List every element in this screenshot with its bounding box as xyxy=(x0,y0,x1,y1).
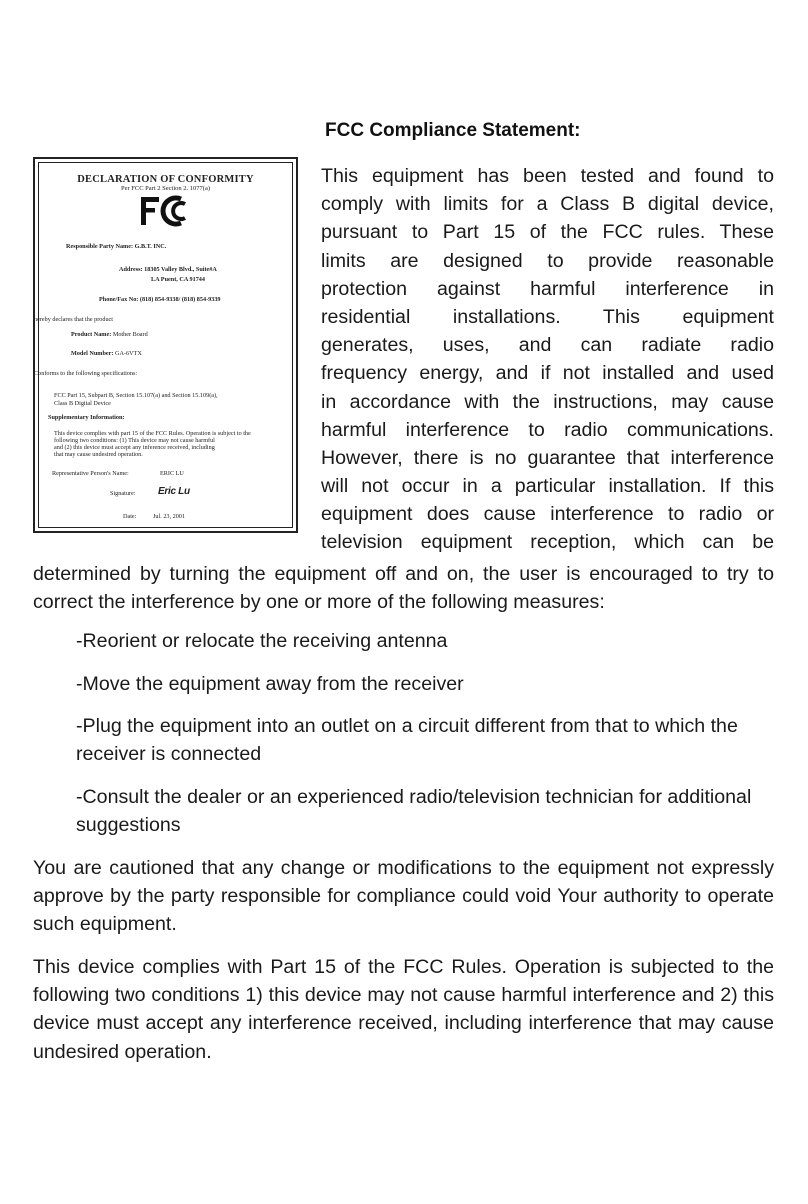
measure-item-4: -Consult the dealer or an experienced radio/television technician for additional suggestions xyxy=(76,786,752,837)
address-line1: 18305 Valley Blvd., Suite#A xyxy=(144,266,217,273)
spec-line1: FCC Part 15, Subpart B, Section 15.107(a) and Section 15.109(a), xyxy=(54,392,218,399)
intro-line: limits are designed to provide reasonable xyxy=(321,249,774,272)
declaration-subtitle: Per FCC Part 2 Section 2. 1077(a) xyxy=(120,185,210,192)
intro-line: residential installations. This equipment xyxy=(321,305,774,328)
model-row xyxy=(71,350,142,357)
phone-label: Phone/Fax No: xyxy=(99,296,139,303)
section-heading: FCC Compliance Statement: xyxy=(325,120,581,141)
address-label: Address: xyxy=(119,266,143,273)
rep-value: ERIC LU xyxy=(160,470,184,477)
supp-line1: This device complies with part 15 of the FCC Rules. Operation is subject to the xyxy=(54,430,251,437)
rep-label: Representative Person's Name: xyxy=(52,470,129,477)
fcc-logo-icon xyxy=(135,195,199,227)
product-label: Product Name: xyxy=(71,331,112,338)
supp-line2: following two conditions: (1) This device may not cause harmful xyxy=(54,437,215,444)
supp-line4: that may cause undesired operation. xyxy=(54,451,143,458)
intro-line: comply with limits for a Class B digital device, xyxy=(321,193,774,216)
spec-line2: Class B Digital Device xyxy=(54,400,111,407)
intro-line: generates, uses, and can radiate radio xyxy=(321,334,774,357)
date-value: Jul. 23, 2001 xyxy=(153,513,185,520)
intro-line: will not occur in a particular installation. If this xyxy=(321,475,774,498)
phone-row xyxy=(99,296,221,303)
signature-label: Signature: xyxy=(110,490,136,497)
declaration-of-conformity-box xyxy=(33,157,298,533)
phone-value: (818) 854-9338/ (818) 854-9339 xyxy=(139,296,221,303)
address-row xyxy=(119,266,217,273)
signature-value: Eric Lu xyxy=(158,486,190,497)
caution-paragraph: You are cautioned that any change or modifications to the equipment not expressly approve by the party responsible for compliance could void Your authority to operate such equipment. xyxy=(33,857,774,936)
intro-line: pursuant to Part 15 of the FCC rules. These xyxy=(321,221,774,244)
compliance-paragraph: This device complies with Part 15 of the FCC Rules. Operation is subjected to the following two conditions 1) this device may not cause harmful interference and 2) this device must accept any interference received, including interference that may cause undesired operation. xyxy=(33,956,774,1063)
responsible-party-row xyxy=(66,243,166,250)
model-label: Model Number: xyxy=(71,350,114,357)
measure-item-2: -Move the equipment away from the receiver xyxy=(76,673,464,695)
responsible-party-label: Responsible Party Name: xyxy=(66,243,134,250)
declares-text: hereby declares that the product xyxy=(34,316,114,323)
address-line2: LA Puent, CA 91744 xyxy=(151,276,205,283)
product-value: Mother Board xyxy=(112,331,148,338)
intro-line: equipment does cause interference to radio or xyxy=(321,503,774,526)
intro-line: in accordance with the instructions, may cause xyxy=(321,390,774,413)
product-row xyxy=(71,331,148,338)
intro-line: harmful interference to radio communications. xyxy=(321,418,774,441)
supplementary-label: Supplementary Information: xyxy=(48,414,125,421)
model-value: GA-6VTX xyxy=(115,350,142,357)
intro-line: frequency energy, and if not installed and used xyxy=(321,362,774,385)
intro-paragraph xyxy=(321,162,774,557)
conforms-text: Conforms to the following specifications: xyxy=(34,370,138,377)
declaration-title: DECLARATION OF CONFORMITY xyxy=(77,174,254,185)
intro-line: This equipment has been tested and found to xyxy=(321,165,774,187)
measure-item-3: -Plug the equipment into an outlet on a circuit different from that to which the receiver is connected xyxy=(76,715,738,766)
measure-item-1: -Reorient or relocate the receiving antenna xyxy=(76,630,448,652)
date-label: Date: xyxy=(123,513,137,520)
intro-continuation: determined by turning the equipment off and on, the user is encouraged to try to correct the interference by one or more of the following measures: xyxy=(33,563,774,614)
intro-line: protection against harmful interference in xyxy=(321,277,774,300)
intro-line: television equipment reception, which can be xyxy=(321,531,774,554)
responsible-party-value: G.B.T. INC. xyxy=(134,243,167,250)
intro-line: However, there is no guarantee that interference xyxy=(321,446,774,469)
supp-line3: and (2) this device must accept any inference received, including xyxy=(54,444,215,451)
